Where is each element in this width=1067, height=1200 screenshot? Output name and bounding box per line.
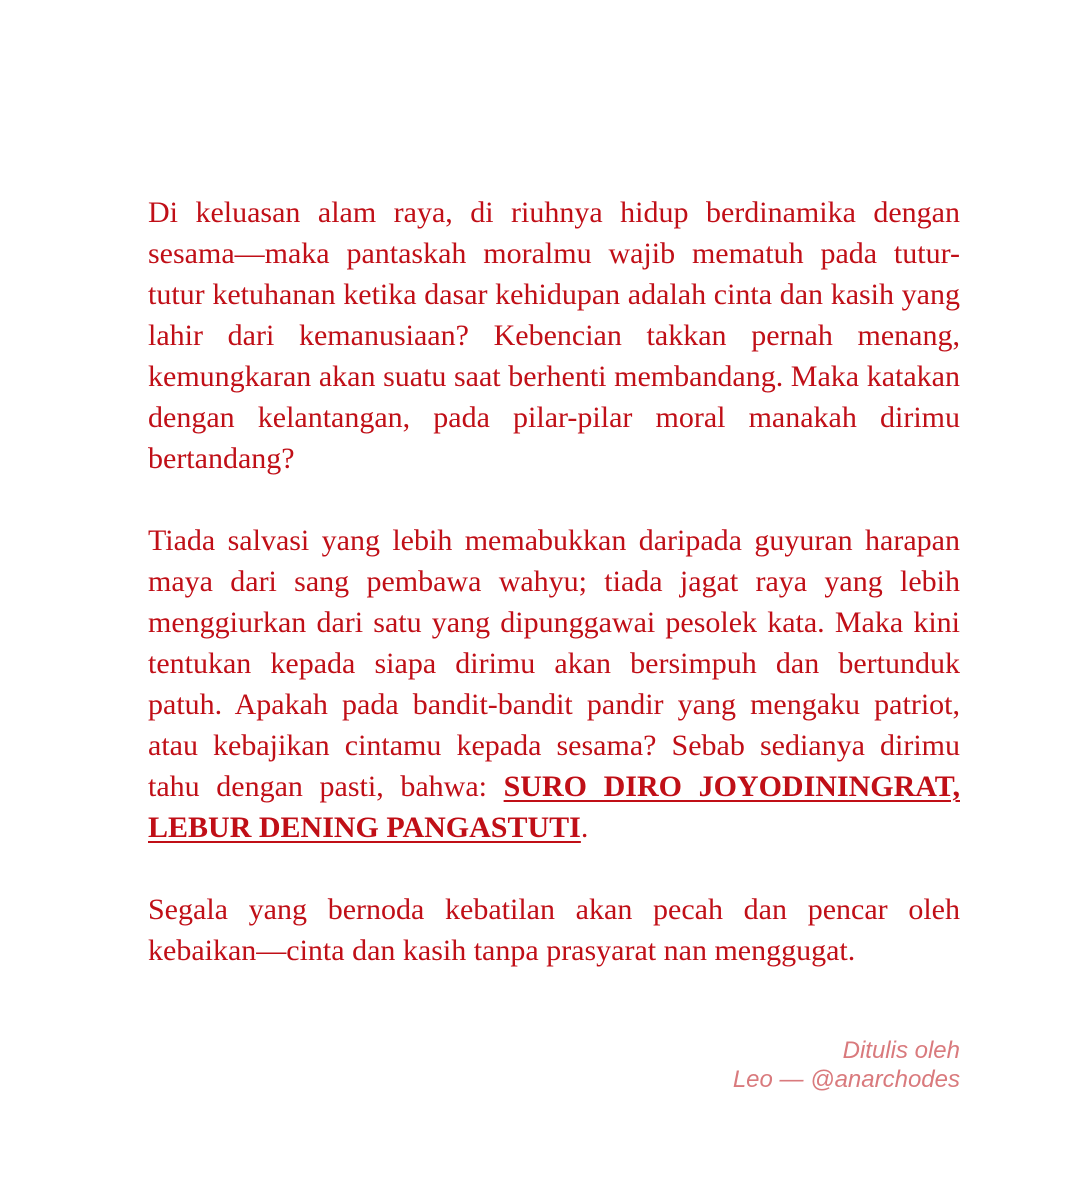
signature-author: Leo — @anarchodes (732, 1066, 960, 1093)
signature (560, 1036, 960, 1094)
emphasis-phrase: SURO DIRO JOYODININGRAT, LEBUR DENING PANGASTUTI (148, 770, 960, 844)
paragraph-2-end: . (580, 811, 589, 844)
signature-byline: Ditulis oleh (842, 1037, 960, 1064)
paragraph-2 (148, 520, 960, 848)
paragraph-3: Segala yang bernoda kebatilan akan pecah dan pencar oleh kebaikan—cinta dan kasih tanpa prasyarat nan menggugat. (148, 893, 960, 967)
paragraph-2-lead: Tiada salvasi yang lebih memabukkan daripada guyuran harapan maya dari sang pembawa wahyu; tiada jagat raya yang lebih menggiurkan dari satu yang dipunggawai pesolek kata. Maka kini tentukan kepada siapa dirimu akan bersimpuh dan bertunduk patuh. Apakah pada bandit-bandit pandir yang mengaku patriot, atau kebajikan cintamu kepada sesama? Sebab sedianya dirimu tahu dengan pasti, bahwa: (148, 524, 960, 803)
paragraph-1: Di keluasan alam raya, di riuhnya hidup berdinamika dengan sesama—maka pantaskah moralmu wajib mematuh pada tutur-tutur ketuhanan ketika dasar kehidupan adalah cinta dan kasih yang lahir dari kemanusiaan? Kebencian takkan pernah menang, kemungkaran akan suatu saat berhenti membandang. Maka katakan dengan kelantangan, pada pilar-pilar moral manakah dirimu bertandang? (148, 196, 960, 475)
article-body (148, 192, 960, 971)
